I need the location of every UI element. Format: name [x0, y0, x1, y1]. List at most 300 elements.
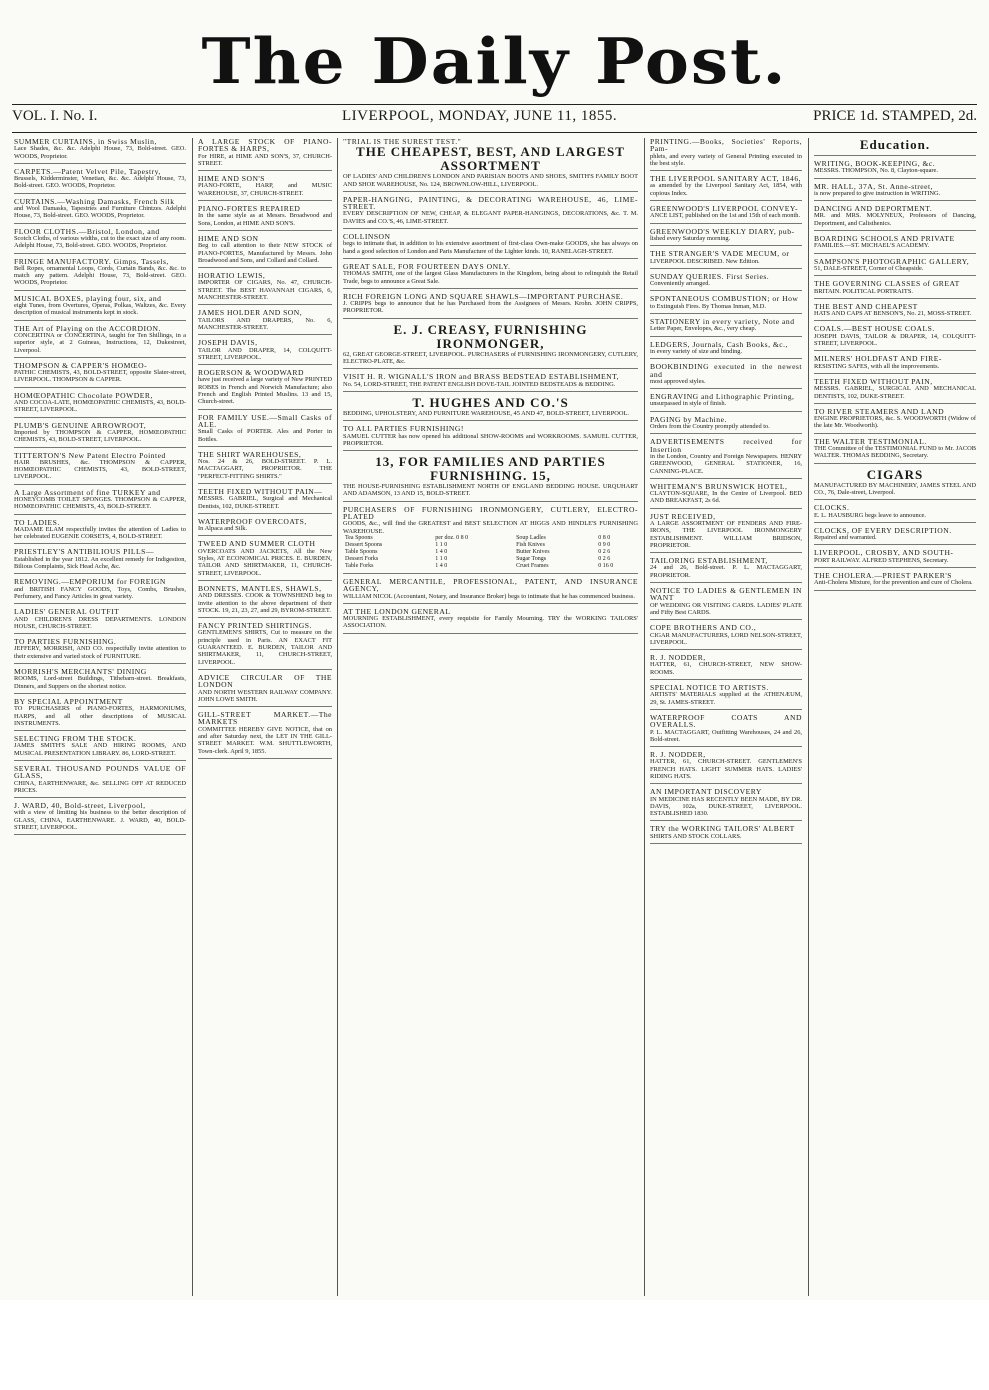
ad-heading: TO ALL PARTIES FURNISHING!	[343, 424, 464, 434]
ad-body: Nos. 24 & 26, BOLD-STREET. P. L. MACTAGGART, PROPRIETOR. THE "PERFECT-FITTING SHIRTS."	[198, 458, 332, 480]
ad-body: 24 and 26, Bold-street. P. L. MACTAGGART, PROPRIETOR.	[650, 564, 802, 579]
ad-heading: STATIONERY in every variety, Note and	[650, 317, 795, 327]
ad-heading: PURCHASERS OF FURNISHING IRONMONGERY, CUTLERY, ELECTRO-PLATED	[343, 504, 638, 522]
ad-body: 62, GREAT GEORGE-STREET, LIVERPOOL. PURCHASERS of FURNISHING IRONMONGERY, CUTLERY, ELECTRO-PLATE, &c.	[343, 350, 638, 366]
advertisement	[198, 235, 332, 268]
ad-heading: WATERPROOF COATS AND OVERALLS.	[650, 712, 802, 730]
ad-heading: GREENWOOD'S WEEKLY DIARY, pub-	[650, 226, 795, 236]
advertisement	[343, 373, 638, 392]
ad-heading: WRITING, BOOK-KEEPING, &c.	[814, 159, 936, 168]
table-cell: Dessert Spoons	[345, 541, 383, 548]
advertisement	[650, 825, 802, 844]
ad-body: PIANO-FORTE, HARP, and MUSIC WAREHOUSE, 37, CHURCH-STREET.	[198, 182, 332, 197]
ad-heading: TWEED AND SUMMER CLOTH	[198, 539, 316, 549]
table-cell: 0 8 0	[598, 534, 611, 541]
masthead	[0, 22, 989, 100]
ad-heading: LADIES' GENERAL OUTFIT	[14, 607, 120, 617]
ad-body: AND COCOA-LATE, HOMŒOPATHIC CHEMISTS, 43, BOLD-STREET, LIVERPOOL.	[14, 399, 186, 414]
ad-body: Bell Ropes, ornamental Loops, Cords, Curtain Bands, &c. &c. to match any pattern. Adelphi House, 73, Bold-street. GEO. WOODS, Proprietor.	[14, 264, 186, 287]
advertisement	[14, 668, 186, 694]
advertisement	[198, 711, 332, 759]
advertisement	[198, 272, 332, 305]
ad-heading: E. J. CREASY, FURNISHING IRONMONGER,	[393, 321, 588, 351]
advertisement	[814, 280, 976, 299]
ad-body: Conveniently arranged.	[650, 280, 710, 288]
ad-body: RESISTING SAFES, with all the improvements.	[814, 362, 940, 370]
advertisement	[343, 293, 638, 319]
ad-body: OF LADIES' AND CHILDREN'S LONDON AND PARISIAN BOOTS AND SHOES, SMITH'S FAMILY BOOT AND SHOE WAREHOUSE, No. 124, BROWNLOW-HILL, LIVERPOOL.	[343, 173, 638, 188]
ad-heading: MR. HALL, 37A, St. Anne-street,	[814, 181, 934, 191]
ad-body: Orders from the Country promptly attended to.	[650, 423, 770, 431]
ad-heading: THE Art of Playing on the ACCORDION.	[14, 323, 161, 333]
ad-body: as amended by the Liverpool Sanitary Act, 1854, with copious Index.	[650, 182, 802, 197]
advertisement	[198, 309, 332, 335]
ad-body: HATS AND CAPS AT BENSON'S, No. 21, MOSS-STREET.	[814, 310, 972, 318]
advertisement	[650, 587, 802, 620]
table-cell: Table Spoons	[345, 548, 378, 555]
advertisement	[650, 205, 802, 224]
ad-body: MESSRS. GABRIEL, SURGICAL AND MECHANICAL DENTISTS, 102, DUKE-STREET.	[814, 385, 976, 400]
table-cell: 1 4 0	[435, 562, 448, 569]
volume-number: VOL. I. No. I.	[12, 108, 98, 124]
ad-heading: GENERAL MERCANTILE, PROFESSIONAL, PATENT, AND INSURANCE AGENCY,	[343, 576, 638, 594]
column-3	[343, 138, 638, 1296]
ad-body: OVERCOATS AND JACKETS, All the New Styles, AT ECONOMICAL PRICES. E. BURDEN, TAILOR AND SHIRTMAKER, 11, CHURCH-STREET, LIVERPOOL.	[198, 547, 332, 577]
column-divider	[644, 138, 645, 1296]
advertisement	[650, 788, 802, 821]
advertisement	[814, 527, 976, 546]
ad-heading: VISIT H. R. WIGNALL'S IRON and BRASS BEDSTEAD ESTABLISHMENT,	[343, 372, 620, 382]
advertisement	[14, 168, 186, 194]
ad-heading: THE WALTER TESTIMONIAL.	[814, 436, 927, 446]
advertisement	[650, 483, 802, 509]
advertisement	[814, 235, 976, 254]
ad-body: ROOMS, Lord-street Buildings, Tithebarn-street. Breakfasts, Dinners, and Suppers on the shortest notice.	[14, 675, 186, 690]
advertisement	[14, 519, 186, 545]
ad-body: in every variety of size and binding.	[650, 347, 743, 355]
ad-body: JOSEPH DAVIS, TAILOR & DRAPER, 14, COLQUITT-STREET, LIVERPOOL.	[814, 332, 976, 348]
column-divider	[808, 138, 809, 1296]
advertisement	[650, 295, 802, 314]
ad-body: Letter Paper, Envelopes, &c., very cheap.	[650, 325, 757, 333]
ad-heading: BY SPECIAL APPOINTMENT	[14, 696, 123, 706]
advertisement	[650, 393, 802, 412]
advertisement	[14, 198, 186, 224]
table-cell: 0 2 6	[598, 548, 611, 555]
advertisement	[650, 714, 802, 747]
advertisement	[198, 339, 332, 365]
ad-heading: AN IMPORTANT DISCOVERY	[650, 787, 762, 797]
ad-body: GENTLEMEN'S SHIRTS, Cut to measure on the principle used in Paris. AN EXACT FIT GUARANTEED. E. BURDEN, TAILOR AND SHIRTMAKER, 11, CHURCH-STREET, LIVERPOOL.	[198, 629, 332, 666]
advertisement	[814, 549, 976, 568]
ad-body: 51, DALE-STREET, Corner of Cheapside.	[814, 264, 924, 272]
ad-body: TAILORS AND DRAPERS, No. 6, MANCHESTER-STREET.	[198, 316, 332, 331]
ad-body: Small Casks of PORTER. Ales and Porter in Bottles.	[198, 428, 332, 443]
advertisement	[650, 751, 802, 784]
ad-body: HATTER, 61, CHURCH-STREET, NEW SHOW-ROOMS.	[650, 661, 802, 676]
ad-heading: TO RIVER STEAMERS AND LAND	[814, 406, 945, 416]
ad-heading: PLUMB'S GENUINE ARROWROOT,	[14, 420, 147, 430]
ad-heading: HOMŒOPATHIC Chocolate POWDER,	[14, 390, 153, 400]
newspaper-title: The Daily Post.	[201, 23, 788, 99]
dateline	[12, 108, 977, 130]
ad-body: OF WEDDING OR VISITING CARDS. LADIES' PLATE and Fifty Best CARDS.	[650, 601, 802, 616]
advertisement	[343, 263, 638, 289]
column-4	[650, 138, 802, 1296]
ad-heading: PAGING by Machine.	[650, 414, 727, 424]
advertisement	[650, 654, 802, 680]
table-cell: Sugar Tongs	[516, 555, 547, 562]
ad-heading: RICH FOREIGN LONG AND SQUARE SHAWLS—IMPORTANT PURCHASE.	[343, 291, 624, 301]
ad-body: MESSRS. THOMPSON, No. 8, Clayton-square.	[814, 167, 938, 175]
ad-heading: PAPER-HANGING, PAINTING, & DECORATING WAREHOUSE, 46, LIME-STREET.	[343, 194, 638, 212]
advertisement	[343, 323, 638, 370]
top-rule	[12, 104, 977, 105]
advertisement	[14, 452, 186, 485]
ad-heading: THE GOVERNING CLASSES of GREAT	[814, 279, 960, 289]
ad-heading: MORRISH'S MERCHANTS' DINING	[14, 667, 147, 677]
table-row	[343, 563, 638, 570]
ad-body: Brussels, Kidderminster, Venetian, &c. &c. Adelphi House, 73, Bold-street. GEO. WOODS, Proprietor.	[14, 175, 186, 190]
ad-body: No. 54, LORD-STREET, THE PATENT ENGLISH DOVE-TAIL JOINTED BEDSTEADS & BEDDING.	[343, 380, 616, 388]
advertisement	[343, 608, 638, 634]
ad-body: AND CHILDREN'S DRESS DEPARTMENTS. LONDON HOUSE, CHURCH-STREET.	[14, 615, 186, 630]
ad-body: TO PURCHASERS of PIANO-FORTES, HARMONIUMS, HARPS, and all other descriptions of MUSICAL INSTRUMENTS.	[14, 705, 186, 727]
ad-body: CHINA, EARTHENWARE, &c. SELLING OFF AT REDUCED PRICES.	[14, 779, 186, 794]
ad-body: In the same style as at Messrs. Broadwood and Sons, London, at HIME AND SON'S.	[198, 212, 332, 227]
advertisement	[14, 325, 186, 358]
ad-body: AND DRESSES. COOK & TOWNSHEND beg to invite attention to the above department of their STOCK. 19, 21, 23, 27, and 29, BYROM-STREET.	[198, 592, 332, 614]
ad-heading: THE BEST AND CHEAPEST	[814, 301, 918, 311]
ad-body: Established in the year 1812. An excellent remedy for Indigestion, Bilious Complaints, Sick Head Ache, &c.	[14, 555, 186, 571]
ad-body: J. CRIPPS begs to announce that he has Purchased from the Assignees of Messrs. Krohn. JOHN CRIPPS, PROPRIETOR.	[343, 300, 638, 315]
ad-body: and Wool Damasks, Tapestries and Furniture Chintzes. Adelphi House, 73, Bold-street. GEO. WOODS, Proprietor.	[14, 205, 186, 220]
ad-body: and BRITISH FANCY GOODS, Toys, Combs, Brushes, Perfumery, and Fancy Articles in great variety.	[14, 585, 186, 600]
ad-heading: MUSICAL BOXES, playing four, six, and	[14, 293, 162, 303]
table-cell: Cruet Frames	[516, 562, 549, 569]
advertisement	[814, 160, 976, 179]
ad-heading: COALS.—BEST HOUSE COALS.	[814, 324, 935, 334]
ad-body: CIGAR MANUFACTURERS, LORD NELSON-STREET, LIVERPOOL.	[650, 631, 802, 646]
ad-heading: LIVERPOOL, CROSBY, AND SOUTH-	[814, 548, 954, 558]
advertisement	[650, 138, 802, 171]
table-cell: 1 4 0	[435, 548, 448, 555]
ad-heading: SAMPSON'S PHOTOGRAPHIC GALLERY,	[814, 256, 970, 266]
ad-heading: JUST RECEIVED,	[650, 511, 716, 521]
ad-heading: BOOKBINDING executed in the newest and	[650, 362, 802, 379]
ad-body: COMMITTEE HEREBY GIVE NOTICE, that on and after Saturday next, the LET IN THE GILL-STREET MARKET. W.M. SHUTTLEWORTH, Town-clerk. April 9, 1855.	[198, 725, 332, 755]
table-cell: Dessert Forks	[345, 555, 379, 562]
ad-heading: GILL-STREET MARKET.—The MARKETS	[198, 710, 332, 727]
ad-body: is now prepared to give instruction in WRITING.	[814, 189, 941, 197]
ad-body: MESSRS. GABRIEL, Surgical and Mechanical Dentists, 102, DUKE-STREET.	[198, 495, 332, 510]
advertisement	[814, 303, 976, 322]
column-5	[814, 138, 976, 1296]
ad-heading: COPE BROTHERS AND CO.,	[650, 623, 757, 633]
table-cell: 0 9 0	[598, 541, 611, 548]
ad-body: Beg to call attention to their NEW STOCK of PIANO-FORTES, Manufactured by Messrs. John Broadwood and Sons, and Collard and Collard.	[198, 242, 332, 264]
ad-body: IMPORTER OF CIGARS, No. 47, CHURCH-STREET. The BEST HAVANNAH CIGARS, 6, MANCHESTER-STREET.	[198, 279, 332, 302]
ad-heading: 13, FOR FAMILIES AND PARTIES FURNISHING. 15,	[375, 454, 606, 484]
ad-heading: ENGRAVING and Lithographic Printing,	[650, 392, 795, 402]
ad-body: A LARGE ASSORTMENT OF FENDERS AND FIRE-IRONS, THE LIVERPOOL IRONMONGERY ESTABLISHMENT. WILLIAM BRIDSON, PROPRIETOR.	[650, 519, 802, 549]
ad-heading: TO LADIES.	[14, 517, 60, 527]
ad-body: AND NORTH WESTERN RAILWAY COMPANY. JOHN LOWE SMITH.	[198, 688, 332, 703]
advertisement	[14, 608, 186, 634]
ad-heading: Education.	[859, 138, 931, 152]
advertisement	[814, 258, 976, 277]
table-cell: 0 16 0	[598, 562, 614, 569]
ad-body: SAMUEL CUTTER has now opened his additional SHOW-ROOMS and WORKROOMS. SAMUEL CUTTER, PROPRIETOR.	[343, 432, 638, 447]
ad-body: Anti-Cholera Mixture, for the prevention and cure of Cholera.	[814, 579, 973, 587]
ad-body: lished every Saturday morning.	[650, 234, 731, 242]
ad-heading: BONNETS, MANTLES, SHAWLS,	[198, 583, 322, 593]
advertisement	[14, 489, 186, 515]
ad-body: Imported by THOMPSON & CAPPER, HOMŒOPATHIC CHEMISTS, 43, BOLD-STREET, LIVERPOOL.	[14, 428, 186, 444]
table-row	[343, 535, 638, 542]
ad-body: in the London, Country and Foreign Newspapers. HENRY GREENWOOD, GENERAL STATIONER, 16, CANNING-PLACE.	[650, 452, 802, 475]
advertisement	[814, 408, 976, 434]
advertisement	[198, 585, 332, 618]
ad-heading: FRINGE MANUFACTORY. Gimps, Tassels,	[14, 256, 169, 266]
advertisement	[198, 540, 332, 580]
ad-body: PATHIC CHEMISTS, 43, BOLD-STREET, opposite Slater-street, LIVERPOOL. THOMPSON & CAPPER.	[14, 369, 186, 384]
bottom-margin	[0, 1300, 989, 1390]
ad-heading: "TRIAL IS THE SUREST TEST."	[343, 138, 462, 146]
ad-heading: HIME AND SON	[198, 233, 259, 243]
advertisement	[343, 578, 638, 604]
advertisement	[14, 698, 186, 731]
advertisement	[650, 513, 802, 553]
ad-body: HAIR BRUSHES, &c. THOMPSON & CAPPER, HOMŒOPATHIC CHEMISTS, 43, BOLD-STREET, LIVERPOOL.	[14, 458, 186, 481]
ad-heading: SPONTANEOUS COMBUSTION; or How	[650, 294, 799, 304]
advertisement	[198, 674, 332, 707]
ad-body: TAILOR AND DRAPER, 14, COLQUITT-STREET, LIVERPOOL.	[198, 346, 332, 361]
ad-body: to Extinguish Fires. By Thomas Inman, M.D.	[650, 302, 766, 310]
advertisement	[814, 438, 976, 464]
ad-heading: CLOCKS.	[814, 503, 850, 513]
ad-heading: CLOCKS, OF EVERY DESCRIPTION.	[814, 525, 952, 535]
ad-heading: A Large Assortment of fine TURKEY and	[14, 487, 161, 497]
ad-title: THE CHEAPEST, BEST, AND LARGEST ASSORTMENT	[356, 144, 625, 174]
ad-body: MANUFACTURED BY MACHINERY, JAMES STEEL AND CO., 76, Dale-street, Liverpool.	[814, 481, 976, 496]
ad-body: E. L. HAUSBURG begs leave to announce.	[814, 511, 926, 519]
ad-heading: AT THE LONDON GENERAL	[343, 606, 451, 616]
table-row	[343, 549, 638, 556]
advertisement	[343, 233, 638, 259]
ad-heading: TITTERTON'S New Patent Electro Pointed	[14, 450, 166, 460]
ad-body: PORT RAILWAY. ALFRED STEPHENS, Secretary.	[814, 556, 949, 564]
ad-heading: THE STRANGER'S VADE MECUM, or	[650, 249, 790, 259]
issue-date: LIVERPOOL, MONDAY, JUNE 11, 1855.	[342, 108, 618, 124]
advertisement	[650, 684, 802, 710]
advertisement	[14, 392, 186, 418]
ad-heading: LEDGERS, Journals, Cash Books, &c.,	[650, 339, 788, 349]
ad-heading: ADVICE CIRCULAR OF THE LONDON	[198, 672, 332, 690]
advertisement	[650, 557, 802, 583]
advertisement	[814, 468, 976, 501]
advertisement	[198, 138, 332, 171]
ad-heading: CIGARS	[866, 466, 924, 482]
ad-heading: DANCING AND DEPORTMENT.	[814, 204, 933, 214]
ad-body: HATTER, 61, CHURCH-STREET. GENTLEMEN'S FRENCH HATS. LIGHT SUMMER HATS. LADIES' RIDING HATS.	[650, 758, 802, 780]
ad-heading: HORATIO LEWIS,	[198, 271, 266, 281]
column-divider	[337, 138, 338, 1296]
price-table	[343, 535, 638, 570]
advertisement	[814, 378, 976, 404]
advertisement	[650, 250, 802, 269]
table-cell: per doz. 0 8 0	[435, 534, 469, 541]
ad-heading: BOARDING SCHOOLS AND PRIVATE	[814, 234, 955, 244]
ad-heading: J. WARD, 40, Bold-street, Liverpool,	[14, 801, 146, 811]
price: PRICE 1d. STAMPED, 2d.	[813, 108, 977, 124]
advertisement	[650, 438, 802, 478]
ad-heading: REMOVING.—EMPORIUM for FOREIGN	[14, 577, 166, 587]
advertisement	[650, 228, 802, 247]
advertisement	[14, 258, 186, 291]
advertisement	[650, 341, 802, 360]
table-cell: Tea Spoons	[345, 534, 373, 541]
advertisement	[14, 362, 186, 388]
ad-body: GOODS, &c., will find the GREATEST and BEST SELECTION AT HIGGS AND HINDLE'S FURNISHING WAREHOUSE.	[343, 520, 638, 535]
ad-heading: TEETH FIXED WITHOUT PAIN—	[198, 486, 323, 496]
advertisement	[650, 416, 802, 435]
ad-heading: GREAT SALE, FOR FOURTEEN DAYS ONLY.	[343, 261, 511, 271]
table-cell: Butter Knives	[516, 548, 550, 555]
ad-heading: CARPETS.—Patent Velvet Pile, Tapestry,	[14, 166, 161, 176]
advertisement	[198, 518, 332, 537]
ad-body: THE HOUSE-FURNISHING ESTABLISHMENT NORTH OF ENGLAND BEDDING HOUSE. URQUHART AND ADAMSON, 13 AND 15, BOLD-STREET.	[343, 483, 638, 498]
advertisement	[198, 451, 332, 484]
ad-body: HONEYCOMB TOILET SPONGES. THOMPSON & CAPPER, HOMŒOPATHIC CHEMISTS, 43, BOLD-STREET.	[14, 495, 186, 511]
advertisement	[650, 363, 802, 389]
ad-body: FAMILIES.—ST. MICHAEL'S ACADEMY.	[814, 242, 930, 250]
ad-body: For HIRE, at HIME AND SON'S, 37, CHURCH-STREET.	[198, 152, 332, 167]
advertisement	[650, 318, 802, 337]
advertisement	[198, 414, 332, 447]
ad-heading: HIME AND SON'S	[198, 174, 266, 184]
ad-body: P. L. MACTAGGART, Outfitting Warehouses, 24 and 26, Bold-street.	[650, 728, 802, 743]
ad-body: Scotch Cloths, of various widths, cut to the exact size of any room. Adelphi House, 73, Bold-street. GEO. WOODS, Proprietor.	[14, 234, 186, 250]
ad-body: ENGINE PROPRIETORS, &c. S. WOODWORTH (Widow of the late Mr. Woodworth).	[814, 415, 976, 430]
advertisement	[343, 455, 638, 502]
advertisement	[14, 228, 186, 254]
advertisement	[14, 765, 186, 798]
ad-heading: JAMES HOLDER AND SON,	[198, 308, 303, 318]
advertisement	[343, 425, 638, 451]
advertisement	[198, 622, 332, 670]
ad-body: THE Committee of the TESTIMONIAL FUND to Mr. JACOB WALTER. THOMAS BEDDING, Secretary.	[814, 445, 976, 460]
ad-heading: SUNDAY QUERIES. First Series.	[650, 271, 770, 281]
advertisement	[814, 183, 976, 202]
ad-heading: PRIESTLEY'S ANTIBILIOUS PILLS—	[14, 547, 154, 557]
ad-heading: JOSEPH DAVIS,	[198, 338, 258, 348]
ad-heading: GREENWOOD'S LIVERPOOL CONVEY-	[650, 204, 799, 214]
ad-heading: SUMMER CURTAINS, in Swiss Muslin,	[14, 138, 157, 146]
advertisement	[14, 422, 186, 448]
table-cell: 1 1 0	[435, 541, 448, 548]
table-cell: 1 1 0	[435, 555, 448, 562]
ad-heading: SELECTING FROM THE STOCK.	[14, 734, 137, 744]
ad-body: LIVERPOOL DESCRIBED. New Edition.	[650, 257, 760, 265]
ad-body: SHIRTS AND STOCK COLLARS.	[650, 832, 742, 840]
ad-body: In Alpaca and Silk.	[198, 525, 247, 533]
ad-body: unsurpassed in style of finish.	[650, 400, 727, 408]
column-2	[198, 138, 332, 1296]
ad-heading: THE CHOLERA.—PRIEST PARKER'S	[814, 570, 952, 580]
ad-body: most approved styles.	[650, 377, 706, 385]
ad-body: IN MEDICINE HAS RECENTLY BEEN MADE, BY DR. DAVIS, 102a, DUKE-STREET, LIVERPOOL. ESTABLISHED 1830.	[650, 795, 802, 818]
table-cell: 0 2 6	[598, 555, 611, 562]
advertisement	[814, 138, 976, 156]
ad-body: MADAME ELAM respectfully invites the attention of Ladies to her celebrated EUGENIE CORSETS, 4, BOLD-STREET.	[14, 525, 186, 541]
ad-body: EVERY DESCRIPTION OF NEW, CHEAP, & ELEGANT PAPER-HANGINGS, DECORATIONS, &c. T. M. DAVIES and CO.'S, 46, LIME-STREET.	[343, 210, 638, 225]
ad-body: begs to intimate that, in addition to his extensive assortment of first-class Own-make GOODS, she has always on hand a good selection of London and Paris Manufacture of the Lighter kinds. 10, RANELAGH-STREET.	[343, 240, 638, 255]
table-cell: Table Forks	[345, 562, 374, 569]
advertisement	[650, 273, 802, 292]
ad-body: JEFFERY, MORRISH, AND CO. respectfully invite attention to their extensive and varied stock of FURNITURE.	[14, 645, 186, 660]
ad-heading: WATERPROOF OVERCOATS,	[198, 516, 307, 526]
ad-body: Lace Shades, &c. &c. Adelphi House, 73, Bold-street. GEO. WOODS, Proprietor.	[14, 145, 186, 160]
ad-body: JAMES SMITH'S SALE AND HIRING ROOMS, AND MUSICAL PRESENTATION LIBRARY. 86, LORD-STREET.	[14, 742, 186, 757]
advertisement	[650, 175, 802, 201]
ad-heading: NOTICE TO LADIES & GENTLEMEN IN WANT	[650, 586, 802, 603]
advertisement	[14, 578, 186, 604]
advertisement	[814, 325, 976, 351]
advertisement	[198, 205, 332, 231]
advertisement	[814, 504, 976, 523]
ad-body: THOMAS SMITH, one of the largest Glass Manufacturers in the Kingdom, being about to relinquish the Retail Trade, begs to announce a Great Sale.	[343, 270, 638, 285]
ad-heading: SEVERAL THOUSAND POUNDS VALUE OF GLASS,	[14, 764, 186, 781]
table-row	[343, 542, 638, 549]
advertisement	[814, 572, 976, 591]
advertisement	[343, 506, 638, 574]
ad-heading: MILNERS' HOLDFAST AND FIRE-	[814, 354, 942, 364]
ad-body: WILLIAM NICOL (Accountant, Notary, and Insurance Broker) begs to intimate that he has commenced business.	[343, 592, 635, 600]
ad-body: have just received a large variety of New PRINTED ROBES in French and Norwich Manufacture; also French and English Printed Muslins. 13 and 15, Church-street.	[198, 376, 332, 406]
advertisement	[650, 624, 802, 650]
ad-heading: TO PARTIES FURNISHING.	[14, 637, 117, 647]
ad-body: Repaired and warranted.	[814, 534, 877, 542]
ad-body: BEDDING, UPHOLSTERY, AND FURNITURE WAREHOUSE, 45 AND 47, BOLD-STREET, LIVERPOOL.	[343, 409, 629, 417]
ad-body: MOURNING ESTABLISHMENT, every requisite for Family Mourning. TRY the WORKING TAILORS' ASSOCIATION.	[343, 615, 638, 630]
ad-heading: PRINTING.—Books, Societies' Reports, Pam-	[650, 138, 802, 154]
ad-heading: WHITEMAN'S BRUNSWICK HOTEL,	[650, 481, 788, 491]
advertisement	[14, 548, 186, 574]
advertisement	[198, 488, 332, 514]
table-row	[343, 556, 638, 563]
ad-heading: R. J. NODDER,	[650, 750, 706, 760]
ad-heading: SPECIAL NOTICE TO ARTISTS.	[650, 683, 769, 693]
ad-heading: A LARGE STOCK OF PIANO-FORTES & HARPS,	[198, 138, 332, 154]
ad-heading: FOR FAMILY USE.—Small Casks of ALE.	[198, 412, 332, 429]
advertisement	[14, 735, 186, 761]
ad-heading: COLLINSON	[343, 232, 391, 242]
table-cell: Soup Ladles	[516, 534, 546, 541]
advertisement	[198, 369, 332, 409]
advertisement	[14, 638, 186, 664]
ad-body: eight Tunes, from Overtures, Operas, Polkas, Waltzes, &c. Every description of musical instruments kept in stock.	[14, 302, 186, 317]
ad-heading: PIANO-FORTES REPAIRED	[198, 204, 301, 214]
ad-heading: THE LIVERPOOL SANITARY ACT, 1846,	[650, 174, 802, 184]
advertisement	[814, 355, 976, 374]
table-cell: Fish Knives	[516, 541, 545, 548]
header-rule	[12, 132, 977, 133]
advertisement	[14, 138, 186, 164]
advertisement	[198, 175, 332, 201]
ad-heading: FLOOR CLOTHS.—Bristol, London, and	[14, 226, 160, 236]
ad-heading: THOMPSON & CAPPER'S HOMŒO-	[14, 360, 148, 370]
